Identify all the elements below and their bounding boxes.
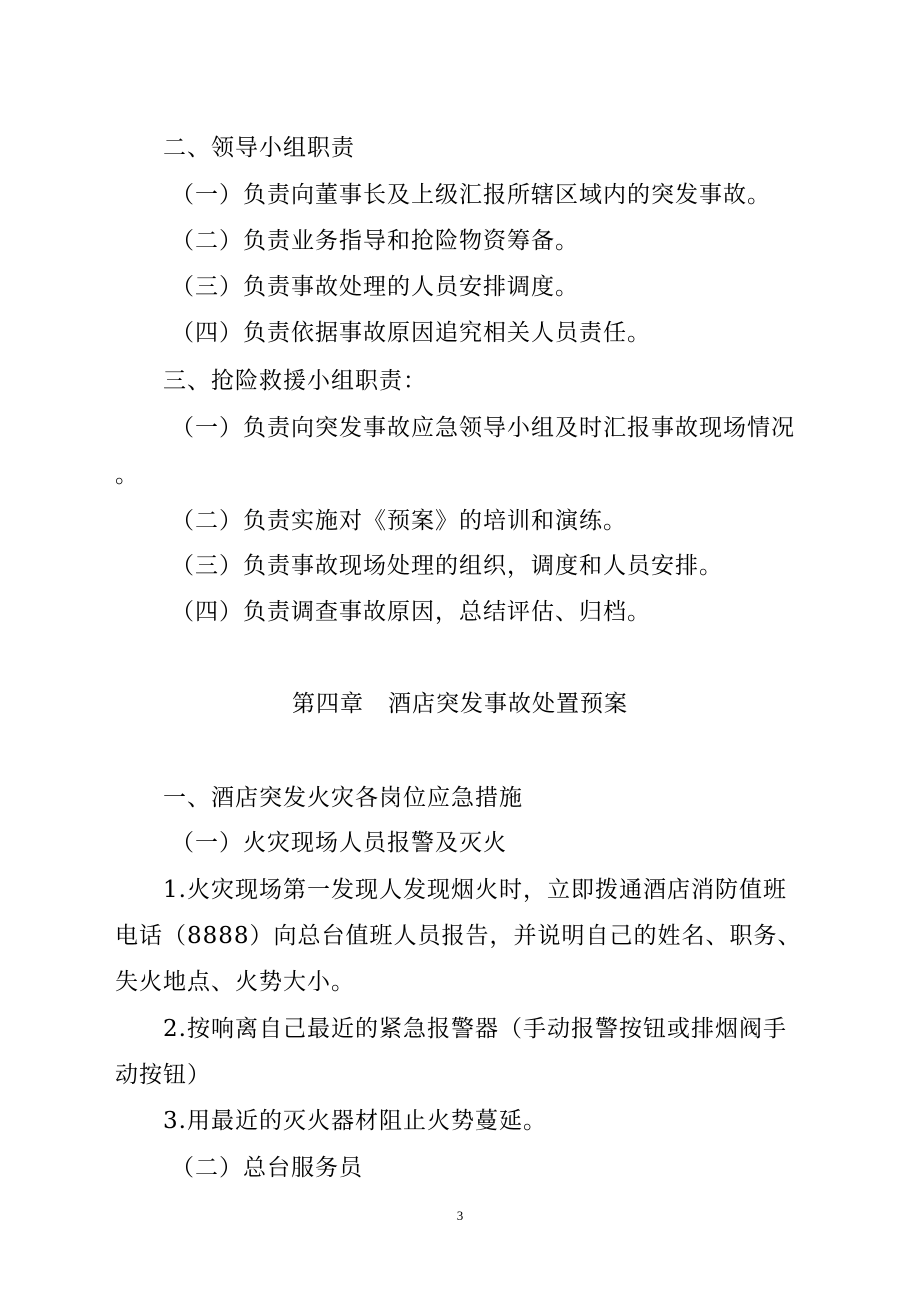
- list-item: （一）负责向董事长及上级汇报所辖区域内的突发事故。: [171, 182, 771, 208]
- page-number: 3: [456, 1208, 464, 1223]
- list-item: （二）负责业务指导和抢险物资筹备。: [171, 228, 579, 254]
- section-heading-leadership-duties: 二、领导小组职责: [163, 135, 355, 161]
- list-item: （四）负责依据事故原因追究相关人员责任。: [171, 320, 651, 346]
- list-item: （三）负责事故处理的人员安排调度。: [171, 274, 579, 300]
- paragraph-line: 3.用最近的灭火器材阻止火势蔓延。: [163, 1108, 547, 1134]
- section-heading-rescue-duties: 三、抢险救援小组职责：: [163, 368, 427, 394]
- list-item: （二）负责实施对《预案》的培训和演练。: [171, 508, 627, 534]
- list-item: （一）负责向突发事故应急领导小组及时汇报事故现场情况: [171, 415, 795, 441]
- list-item-continuation: 。: [115, 462, 139, 488]
- paragraph-line: 失火地点、火势大小。: [115, 969, 355, 995]
- list-item: （二）总台服务员: [171, 1155, 363, 1181]
- paragraph-line: 2.按响离自己最近的紧急报警器（手动报警按钮或排烟阀手: [163, 1016, 787, 1042]
- paragraph-line: 1.火灾现场第一发现人发现烟火时，立即拨通酒店消防值班: [163, 877, 787, 903]
- chapter-title: 第四章 酒店突发事故处置预案: [292, 691, 628, 717]
- paragraph-line: 动按钮）: [115, 1062, 211, 1088]
- list-item: （三）负责事故现场处理的组织，调度和人员安排。: [171, 553, 723, 579]
- list-item: （四）负责调查事故原因，总结评估、归档。: [171, 599, 651, 625]
- list-item: （一）火灾现场人员报警及灭火: [171, 830, 507, 856]
- subsection-heading: 一、酒店突发火灾各岗位应急措施: [163, 785, 523, 811]
- paragraph-line: 电话（8888）向总台值班人员报告，并说明自己的姓名、职务、: [115, 923, 802, 949]
